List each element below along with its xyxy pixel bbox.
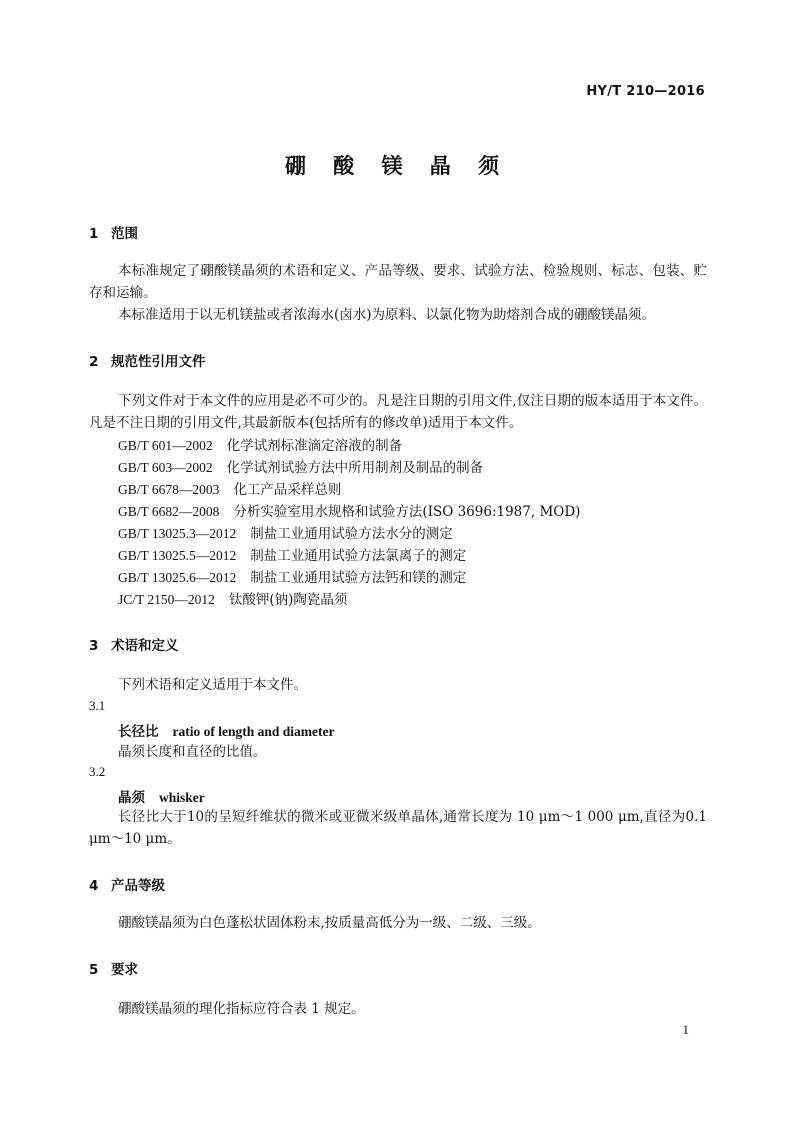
section-1-paragraph-1: 本标准规定了硼酸镁晶须的术语和定义、产品等级、要求、试验方法、检验规则、标志、包装、贮存和运输。 — [89, 263, 707, 301]
reference-item — [118, 588, 347, 608]
reference-item — [118, 522, 453, 542]
reference-code: GB/T 603—2002 — [118, 460, 213, 475]
standard-code: HY/T 210—2016 — [586, 84, 705, 99]
term-chinese: 晶须 — [118, 790, 145, 806]
reference-item — [118, 434, 402, 454]
reference-title: 化工产品采样总则 — [233, 482, 342, 498]
section-number: 5 — [89, 962, 99, 978]
clause-number: 3.2 — [89, 764, 106, 779]
term-entry — [118, 786, 205, 806]
reference-item — [118, 544, 466, 564]
reference-code: GB/T 13025.6—2012 — [118, 570, 237, 585]
section-title: 术语和定义 — [111, 638, 179, 654]
reference-title: 制盐工业通用试验方法氯离子的测定 — [250, 548, 467, 564]
section-3-intro: 下列术语和定义适用于本文件。 — [118, 677, 307, 693]
reference-title: 化学试剂试验方法中所用制剂及制品的制备 — [226, 460, 484, 476]
section-number: 4 — [89, 878, 99, 894]
reference-title: 分析实验室用水规格和试验方法(ISO 3696:1987, MOD) — [233, 504, 581, 520]
page-number: 1 — [682, 1022, 689, 1037]
section-title: 产品等级 — [111, 878, 165, 894]
reference-title: 制盐工业通用试验方法钙和镁的测定 — [250, 570, 467, 586]
reference-item — [118, 500, 580, 520]
reference-code: JC/T 2150—2012 — [118, 592, 215, 607]
section-2-intro: 下列文件对于本文件的应用是必不可少的。凡是注日期的引用文件,仅注日期的版本适用于本文件。凡是不注日期的引用文件,其最新版本(包括所有的修改单)适用于本文件。 — [89, 393, 707, 431]
term-definition: 长径比大于10的呈短纤维状的微米或亚微米级单晶体,通常长度为 10 μm～1 000 μm,直径为0.1 μm～10 μm。 — [89, 809, 707, 847]
section-title: 范围 — [111, 226, 138, 242]
section-4-paragraph: 硼酸镁晶须为白色蓬松状固体粉末,按质量高低分为一级、二级、三级。 — [118, 915, 541, 931]
section-5-paragraph: 硼酸镁晶须的理化指标应符合表 1 规定。 — [118, 1001, 365, 1017]
term-entry — [118, 720, 334, 740]
section-3-heading — [89, 634, 179, 654]
term-definition: 晶须长度和直径的比值。 — [118, 744, 267, 760]
reference-title: 钛酸钾(钠)陶瓷晶须 — [228, 592, 348, 608]
section-5-heading — [89, 958, 138, 978]
term-english: whisker — [159, 790, 205, 805]
section-number: 1 — [89, 226, 99, 242]
reference-code: GB/T 601—2002 — [118, 438, 213, 453]
reference-code: GB/T 13025.5—2012 — [118, 548, 237, 563]
term-chinese: 长径比 — [118, 724, 159, 740]
clause-number: 3.1 — [89, 698, 106, 713]
reference-title: 化学试剂标准滴定溶液的制备 — [226, 438, 403, 454]
section-number: 3 — [89, 638, 99, 654]
document-title: 硼 酸 镁 晶 须 — [284, 154, 510, 178]
reference-item — [118, 456, 483, 476]
section-title: 要求 — [111, 962, 138, 978]
reference-item — [118, 478, 341, 498]
section-title: 规范性引用文件 — [111, 354, 206, 370]
reference-title: 制盐工业通用试验方法水分的测定 — [250, 526, 453, 542]
reference-code: GB/T 13025.3—2012 — [118, 526, 237, 541]
reference-item — [118, 566, 466, 586]
section-1-heading — [89, 222, 138, 242]
section-number: 2 — [89, 354, 99, 370]
term-english: ratio of length and diameter — [172, 724, 335, 739]
reference-code: GB/T 6678—2003 — [118, 482, 220, 497]
section-1-paragraph-2: 本标准适用于以无机镁盐或者浓海水(卤水)为原料、以氯化物为助熔剂合成的硼酸镁晶须。 — [118, 307, 656, 323]
section-4-heading — [89, 874, 165, 894]
reference-code: GB/T 6682—2008 — [118, 504, 220, 519]
section-2-heading — [89, 350, 206, 370]
